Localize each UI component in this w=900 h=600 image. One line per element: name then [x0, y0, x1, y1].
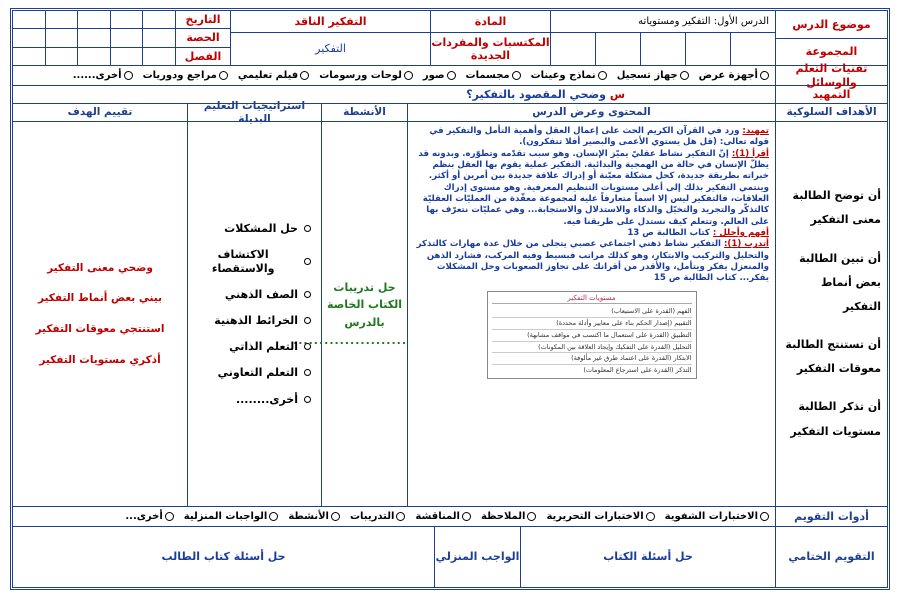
circle-icon[interactable]: [304, 291, 311, 298]
assessment-option[interactable]: الأنشطة: [288, 511, 340, 523]
radio-icon[interactable]: [219, 71, 228, 80]
radio-icon[interactable]: [269, 512, 278, 521]
strategy-item[interactable]: الخرائط الذهنية: [188, 314, 311, 327]
assessment-options: [13, 507, 775, 526]
evaluation-item: أذكري مستويات التفكير: [39, 353, 161, 366]
assessment-option[interactable]: الاختبارات التحريرية: [546, 511, 654, 523]
lesson-title: الدرس الأول: التفكير ومستوياته: [551, 11, 775, 33]
grid-box: [110, 48, 143, 65]
circle-icon[interactable]: [304, 225, 311, 232]
subject-label: المادة: [431, 11, 550, 33]
intro-text: ورد في القرآن الكريم الحث على إعمال العقل وأهمية التأمل والتفكير في قوله تعالى: (قل هل يستوي الأعمى والبصير أفلا تتفكرون).: [429, 126, 769, 148]
thinking-value: التفكير: [315, 42, 346, 56]
lesson-title-block: [550, 11, 775, 65]
circle-icon[interactable]: [304, 258, 311, 265]
homework-label: الواجب المنزلي: [434, 527, 520, 587]
level-item: الابتكار (القدرة على اعتماد طرق غير مألوفة): [492, 353, 692, 365]
read-heading: أقرأ (1):: [731, 148, 769, 159]
subject-block: [430, 11, 550, 65]
radio-icon[interactable]: [124, 71, 133, 80]
grid-box: [45, 29, 78, 46]
lesson-plan-sheet: [10, 8, 890, 590]
evaluation-item: وضحي معنى التفكير: [47, 261, 153, 274]
thinking-levels-image: [487, 291, 697, 379]
tool-option[interactable]: صور: [423, 70, 456, 82]
column-headers: [13, 99, 887, 125]
tool-option[interactable]: أجهزة عرض: [699, 70, 769, 82]
lesson-topic-label: موضوع الدرس: [792, 17, 871, 31]
final-answer: حل أسئلة الكتاب: [520, 527, 775, 587]
radio-icon[interactable]: [300, 71, 309, 80]
date-grid: [13, 11, 175, 65]
intro-question: [13, 86, 775, 103]
assessment-option[interactable]: التدريبات: [350, 511, 405, 523]
tool-option[interactable]: مجسمات: [466, 70, 521, 82]
grid-box: [13, 11, 45, 28]
group-boxes: [551, 33, 775, 65]
header-row: [13, 11, 887, 66]
grid-box: [77, 48, 110, 65]
activities-cell: [293, 122, 407, 506]
tools-label: تقنيات التعلم والوسائل: [775, 66, 887, 85]
grid-box: [45, 48, 78, 65]
grid-box: [45, 11, 78, 28]
question-prefix: س: [609, 87, 625, 101]
radio-icon[interactable]: [165, 512, 174, 521]
tools-row: [13, 62, 887, 89]
objective-item: أن تذكر الطالبة مستويات التفكير: [790, 400, 881, 438]
read-text: إنّ التفكير نشاط عقليّ يميّز الإنسان. وهو سبب تقدّمه وتطوّره. وبدونه قد يظلّ الإنسان في حالة من الهمجية والبدائية. التفكير عملية يقوم بها العقل بنظم خبراته بطريقة جديدة، كحل مشكلة معيّنة أو إدراك علاقة جديدة بين أمرين أو أكثر. وينتمي التفكير بذلك إلى أعلى مستويات التنظيم المعرفية. وهو مستوى إدراك العلاقات، فالتفكير ليس إلا اسماً متعارفاً عليه لمجموعة معقّدة من العمليّات العقليّة كالتذكّر والتجريد والتخيّل والذكاء والاستدلال والاستجابة... وهي عمليّات نتعرّف بها على العالم. وتتعلم كيف نستدل على طريقنا فيه.: [418, 148, 769, 227]
header-labels: [775, 11, 887, 65]
group-label: المجموعة: [776, 38, 887, 66]
radio-icon[interactable]: [646, 512, 655, 521]
tool-option[interactable]: نماذج وعينات: [531, 70, 607, 82]
assessment-option[interactable]: الواجبات المنزلية: [184, 511, 279, 523]
group-box: [640, 33, 685, 65]
grid-box: [110, 11, 143, 28]
radio-icon[interactable]: [760, 71, 769, 80]
understand-heading: أفهم وأحلل :: [712, 228, 769, 239]
grid-box: [77, 29, 110, 46]
activities-dots: ......................: [293, 333, 407, 347]
circle-icon[interactable]: [304, 369, 311, 376]
level-item: الفهم (القدرة على الاستيعاب): [492, 306, 692, 318]
grid-box: [110, 29, 143, 46]
intro-row: [13, 86, 887, 104]
thinking-block: [230, 11, 430, 65]
col-content: المحتوى وعرض الدرس: [407, 104, 775, 121]
radio-icon[interactable]: [527, 512, 536, 521]
body-row: [13, 122, 887, 507]
radio-icon[interactable]: [680, 71, 689, 80]
col-evaluation: تقييم الهدف: [67, 106, 133, 119]
intro-heading: تمهيد:: [742, 126, 769, 136]
intro-label: التمهيد: [775, 86, 887, 103]
radio-icon[interactable]: [462, 512, 471, 521]
objective-item: أن توضح الطالبة معنى التفكير: [792, 189, 881, 227]
circle-icon[interactable]: [304, 317, 311, 324]
circle-icon[interactable]: [304, 396, 311, 403]
group-box: [685, 33, 730, 65]
understand-text: كتاب الطالبة ص 13: [627, 228, 710, 239]
homework-answer: حل أسئلة كتاب الطالب: [161, 550, 286, 564]
assessment-option[interactable]: الملاحظة: [481, 511, 537, 523]
col-objectives: الأهداف السلوكية: [775, 104, 887, 121]
radio-icon[interactable]: [512, 71, 521, 80]
evaluation-item: استنتجي معوقات التفكير: [35, 323, 165, 335]
tool-option[interactable]: لوحات ورسومات: [319, 70, 413, 82]
tool-option[interactable]: مراجع ودوريات: [143, 70, 228, 82]
assessment-option[interactable]: أخرى...: [125, 511, 173, 523]
tool-option[interactable]: أخرى......: [73, 70, 133, 82]
group-box: [730, 33, 775, 65]
radio-icon[interactable]: [447, 71, 456, 80]
strategy-item[interactable]: الصف الذهني: [188, 288, 311, 301]
col-strategies: استراتيجيات التعليم البديلة: [187, 104, 321, 121]
radio-icon[interactable]: [396, 512, 405, 521]
grid-box: [142, 29, 175, 46]
level-item: التطبيق (القدرة على استعمال ما اكتسب في مواقف مشابهة): [492, 330, 692, 342]
activities-text: حل تدريبات الكتاب الخاصة بالدرس: [326, 280, 403, 329]
grid-box: [142, 48, 175, 65]
tool-option[interactable]: جهاز تسجيل: [617, 70, 689, 82]
content-cell: [407, 122, 775, 506]
level-item: التقييم (إصدار الحكم بناء على معايير وأدلة محددة): [492, 318, 692, 330]
tool-option[interactable]: فيلم تعليمي: [238, 70, 309, 82]
grid-box: [77, 11, 110, 28]
group-box: [595, 33, 640, 65]
objective-item: أن تستنتج الطالبة معوقات التفكير: [785, 338, 881, 376]
evaluation-item: بيني بعض أنماط التفكير: [37, 292, 163, 305]
strategy-item[interactable]: الاكتشاف والاستقصاء: [188, 248, 311, 274]
critical-thinking-label: التفكير الناقد: [231, 11, 430, 33]
col-activities: الأنشطة: [321, 104, 407, 121]
tools-options: [13, 66, 775, 85]
class-label: الفصل: [176, 47, 230, 65]
radio-icon[interactable]: [331, 512, 340, 521]
question-text: وضحي المقصود بالتفكير؟: [466, 87, 606, 101]
assessment-option[interactable]: المناقشة: [415, 511, 471, 523]
strategy-item[interactable]: أخرى........: [188, 393, 311, 406]
objective-item: أن تبين الطالبة بعض أنماط التفكير: [799, 251, 881, 313]
grid-box: [13, 29, 45, 46]
strategies-cell: [187, 122, 321, 506]
circle-icon[interactable]: [304, 343, 311, 350]
evaluation-cell: [13, 122, 187, 506]
strategy-item[interactable]: التعلم الذاتي: [188, 340, 311, 353]
strategy-item[interactable]: حل المشكلات: [188, 222, 311, 235]
final-label: التقويم الختامي: [775, 527, 887, 587]
grid-box: [13, 48, 45, 65]
period-label: الحصة: [176, 28, 230, 46]
objectives-cell: [775, 122, 887, 506]
radio-icon[interactable]: [598, 71, 607, 80]
final-row: [13, 527, 887, 587]
assessment-option[interactable]: الاختبارات الشفوية: [665, 511, 769, 523]
train-heading: أتدرب (1):: [724, 239, 769, 250]
level-item: التذكر (القدرة على استرجاع المعلومات): [583, 366, 692, 375]
radio-icon[interactable]: [404, 71, 413, 80]
level-item: التحليل (القدرة على التفكيك وإيجاد العلاقة بين المكونات): [492, 342, 692, 354]
group-box: [551, 33, 595, 65]
strategy-item[interactable]: التعلم التعاوني: [188, 366, 311, 379]
date-block: [175, 11, 230, 65]
radio-icon[interactable]: [760, 512, 769, 521]
assessment-row: [13, 507, 887, 527]
skills-label: المكتسبات والمفردات الجديدة: [431, 35, 550, 62]
assessment-label: أدوات التقويم: [775, 507, 887, 526]
train-text: التفكير نشاط ذهني اجتماعي عصبي يتجلى من خلال عدة مهارات كالتذكر والتحليل والتركيب والابتكار، وهو كذلك مراتب فبسيط وفيه المركب، فشارد الذهن والمنعزل يفكر ويتأمل، والأقدر من أقرانك على تجاوز الصعوبات وحل المشكلات يفكر... كتاب الطالبة ص 15: [416, 239, 769, 284]
levels-title: مستويات التفكير: [492, 294, 692, 304]
date-label: التاريخ: [185, 13, 221, 27]
grid-box: [142, 11, 175, 28]
